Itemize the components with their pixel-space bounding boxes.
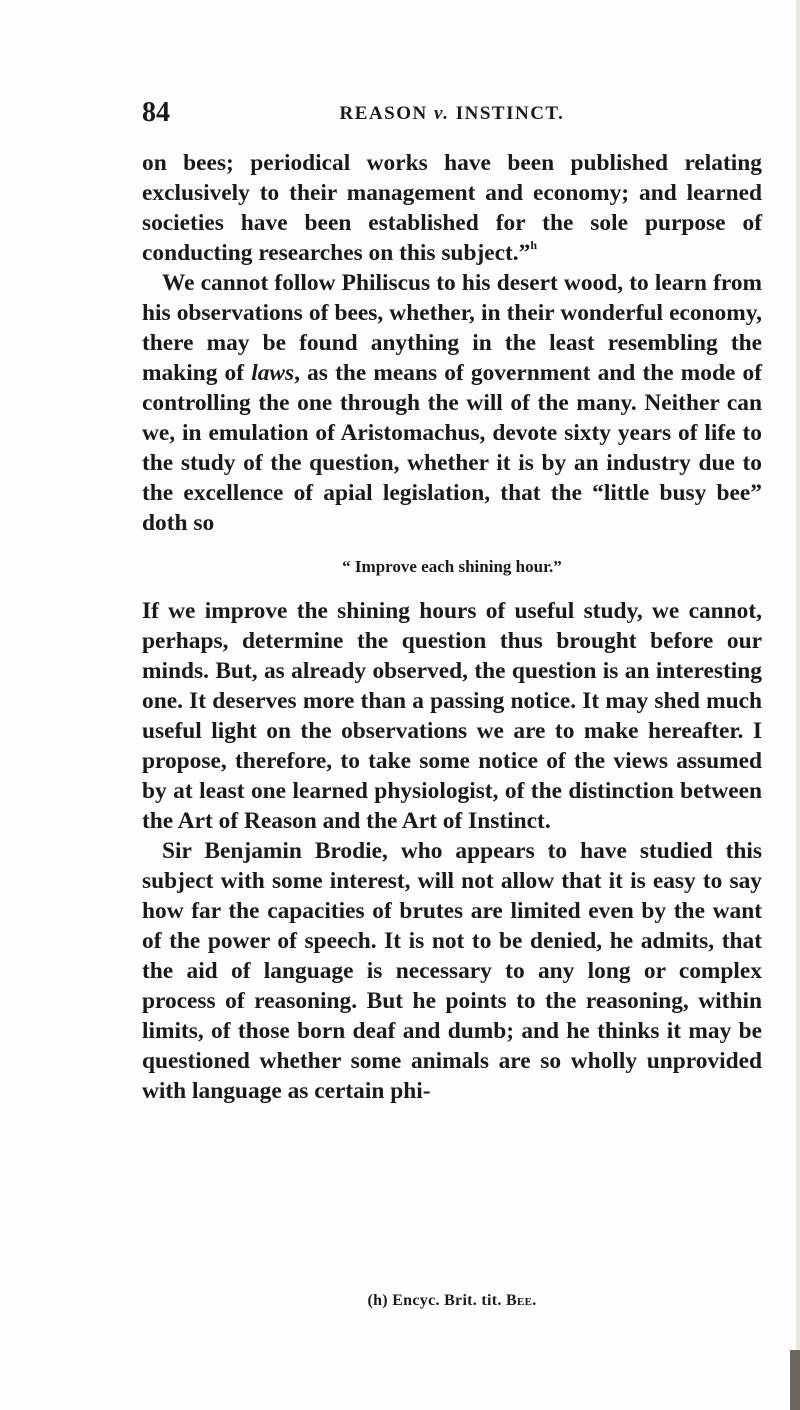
running-title-versus: v.	[433, 103, 450, 124]
paragraph-2-text-b: , as the means of government and the mode of controlling the one through the will of the many. Neither can we, in emulation of Aristomachus, devote sixty years of life to the study of the question, whether it is by an industry due to the excellence of apial legislation, that the “little busy bee” doth so	[142, 360, 762, 536]
running-title-part-1: REASON	[339, 103, 434, 124]
paragraph-2-text-a: We cannot follow Philiscus to his desert wood, to learn from his observations of bees, whether, in their wonderful economy, there may be found anything in the least resembling the making of	[142, 270, 762, 386]
paragraph-2-italic: laws	[251, 360, 295, 386]
body-text	[142, 148, 762, 1106]
paragraph-2	[142, 268, 762, 538]
scan-corner-mark	[790, 1350, 800, 1410]
paragraph-1	[142, 148, 762, 268]
quotation: “ Improve each shining hour.”	[342, 557, 562, 576]
footnote	[142, 1292, 762, 1310]
footnote-reference: h	[530, 238, 538, 252]
running-title-part-2: INSTINCT.	[449, 103, 565, 124]
running-head	[142, 97, 762, 131]
paragraph-3: If we improve the shining hours of useful study, we cannot, perhaps, determine the question thus brought before our minds. But, as already observed, the question is an interesting one. It deserves more than a passing notice. It may shed much useful light on the observations we are to make hereafter. I propose, therefore, to take some notice of the views assumed by at least one learned physiologist, of the distinction between the Art of Reason and the Art of Instinct.	[142, 598, 762, 834]
page-edge	[796, 0, 800, 1410]
footnote-text: (h) Encyc. Brit. tit.	[367, 1292, 507, 1309]
running-title	[142, 103, 762, 125]
paragraph-4: Sir Benjamin Brodie, who appears to have studied this subject with some interest, will not allow that it is easy to say how far the capacities of brutes are limited even by the want of the power of speech. It is not to be denied, he admits, that the aid of language is necessary to any long or complex process of reasoning. But he points to the reasoning, within limits, of those born deaf and dumb; and he thinks it may be questioned whether some animals are so wholly unprovided with language as certain phi-	[142, 838, 762, 1104]
page-number: 84	[142, 97, 170, 128]
paragraph-1-text: on bees; periodical works have been published relating exclusively to their management and economy; and learned societies have been established for the sole purpose of conducting researches on this subject.”	[142, 150, 762, 266]
footnote-small-caps: Bee.	[506, 1292, 537, 1309]
